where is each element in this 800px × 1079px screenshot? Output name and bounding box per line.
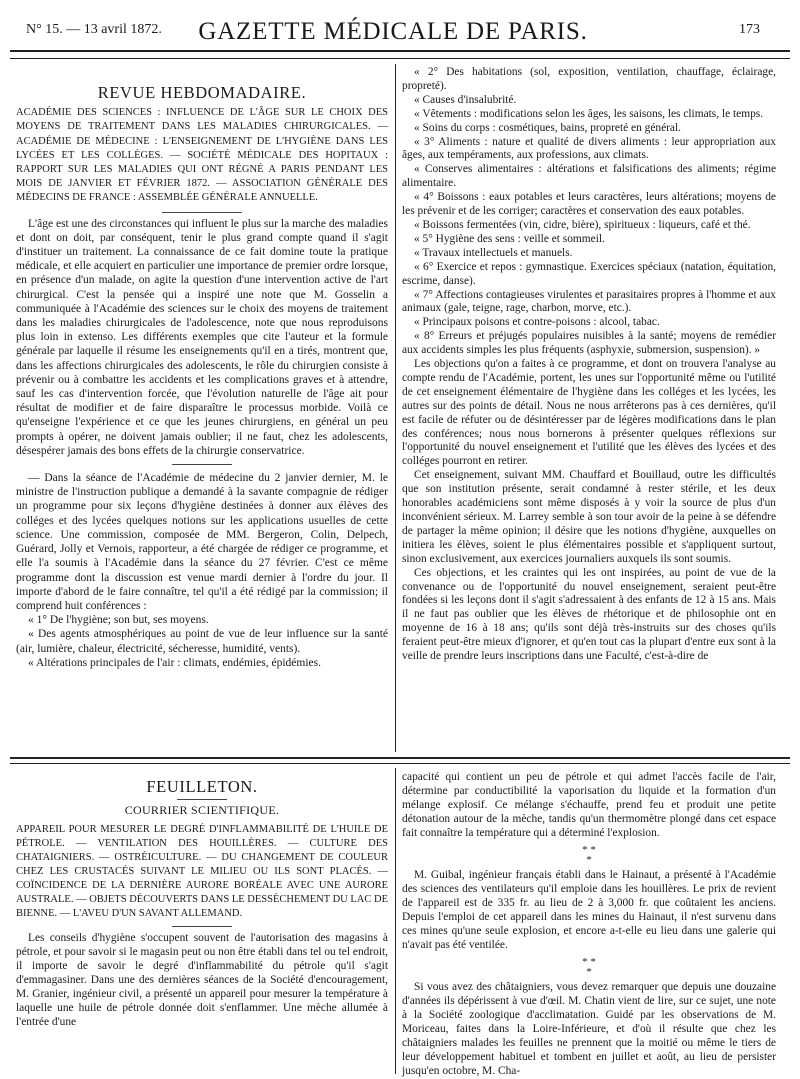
issue-date: N° 15. — 13 avril 1872. [26, 22, 162, 37]
programme-item: « 3° Aliments : nature et qualité de divers aliments : leur appropriation aux âges, aux tempéraments, aux professions, aux climats. [402, 135, 776, 162]
section-stars: * * * [582, 956, 596, 978]
programme-item: « 1° De l'hygiène; son but, ses moyens. [28, 614, 209, 627]
revue-paragraph-5: Ces objections, et les craintes qui les ont inspirées, au point de vue de la convenance ou de l'opportunité du nouvel enseignement, seraient peut-être fondées si les leçons dont il s'agit s'adressaient à des enfants de 12 à 15 ans. Mais il ne faut pas oublier que les élèves de rhétorique et de philosophie ont en moyenne de 16 à 18 ans; qu'ils sont déjà très-instruits sur des choses qu'ils feraient peut-être mieux d'ignorer, et qu'en tout cas la plupart d'entre eux sont à la veille de prendre leurs inscriptions dans une Faculté, c'est-à-dire de [402, 566, 776, 663]
programme-item: « 4° Boissons : eaux potables et leurs caractères, leurs altérations; moyens de les prévenir et de les corriger; caractères et conservation des eaux potables. [402, 191, 776, 218]
programme-item: « Vêtements : modifications selon les âges, les saisons, les climats, le temps. [414, 107, 764, 120]
publication-title: GAZETTE MÉDICALE DE PARIS. [198, 18, 588, 45]
revue-heading: REVUE HEBDOMADAIRE. [97, 83, 307, 102]
revue-paragraph-1: L'âge est une des circonstances qui influent le plus sur la marche des maladies et dont on doit, par conséquent, tenir le plus grand compte quand il s'agit d'instituer un traitement. La connaissance de ce fait domine toute la pratique médicale, et elle acquiert en particulier une importance de premier ordre lorsque, en présence d'un malade, on agite la question d'une intervention active de l'art chirurgical. C'est la pensée qui a inspiré une note que M. Gosselin a communiquée à l'Académie des sciences sur le choix des moyens de traitement dans les maladies chirurgicales de l'adolescence, note que nous reproduisons plus loin in extenso. Les différents exemples que cite l'auteur et la formule générale par laquelle il résume les enseignements qu'il en a tirés, montrent que, dans les affections chirurgicales des adolescents, le rôle du chirurgien consiste à prévenir ou à combattre les accidents et les complications graves et à attendre, sauf les cas d'intervention forcée, que l'évolution naturelle de l'âge ait pour résultat de modifier et de faire disparaître le processus morbide. Voilà ce qu'enseigne l'expérience et ce que les jeunes chirurgiens, en général un peu prompts à opérer, ne doivent jamais oublier; il ne faut, chez les adolescents, désespérer jamais des bons effets de la chirurgie conservatrice. [16, 217, 388, 457]
programme-item: « Des agents atmosphériques au point de vue de leur influence sur la santé (air, lumière, chaleur, électricité, sécheresse, humidité, vents). [16, 628, 388, 655]
programme-item: « 6° Exercice et repos : gymnastique. Exercices spéciaux (natation, équitation, escrime, danse). [402, 260, 776, 287]
feuilleton-heading: FEUILLETON. [146, 777, 258, 796]
header-rule-thin [10, 58, 790, 59]
programme-item: « 7° Affections contagieuses virulentes et parasitaires propres à l'homme et aux animaux (gale, teigne, rage, charbon, morve, etc.). [402, 288, 776, 315]
programme-item: « Boissons fermentées (vin, cidre, bière), spiritueux : liqueurs, café et thé. [414, 218, 751, 231]
revue-paragraph-2: — Dans la séance de l'Académie de médecine du 2 janvier dernier, M. le ministre de l'instruction publique a demandé à la savante compagnie de rédiger un programme pour six leçons d'hygiène destinées à donner aux élèves des colléges et des lycées quelques notions sur les applications usuelles de cette science. Une commission, composée de MM. Bergeron, Colin, Delpech, Guérard, Jolly et Vernois, rapporteur, a été chargée de rédiger ce programme, et elle l'a soumis à l'Académie dans la séance du 27 février. C'est ce même programme dont la discussion est venue mardi dernier à l'ordre du jour. Il importe d'abord de le faire connaître, tel qu'il a été rédigé par la commission; il comprend huit conférences : [16, 472, 388, 612]
feuilleton-subheading: COURRIER SCIENTIFIQUE. [124, 803, 280, 817]
revue-left-column [16, 83, 388, 670]
feuilleton-paragraph-1-cont: capacité qui contient un peu de pétrole et qui admet l'accès facile de l'air, détermine par conductibilité la vaporisation du liquide et la formation d'un mélange explosif. Ce mélange s'échauffe, prend feu et produit une petite détonation autour de la mèche, tandis qu'un thermomètre plongé dans cet espace fait connaître la température qui a déterminé l'explosion. [402, 771, 776, 839]
programme-item: « 2° Des habitations (sol, exposition, ventilation, chauffage, éclairage, propreté). [402, 66, 776, 92]
header-rule [10, 50, 790, 52]
feuilleton-rule-thin [10, 763, 790, 764]
revue-right-column [402, 66, 776, 664]
programme-item: « Soins du corps : cosmétiques, bains, propreté en général. [414, 121, 681, 134]
feuilleton-paragraph-3: Si vous avez des châtaigniers, vous devez remarquer que depuis une douzaine d'années ils dépérissent à vue d'œil. M. Chatin vient de lire, sur ce sujet, une note à la Société zoologique d'acclimatation. Guidé par les observations de M. Moriceau, faites dans la Loire-Inférieure, et d'où il résulte que chez les châtaigniers malades les feuilles ne prennent que la moitié ou même le tiers de leur développement habituel et tombent en juillet et août, au lieu de persister jusqu'en octobre, M. Cha- [402, 981, 776, 1077]
programme-item: « Principaux poisons et contre-poisons : alcool, tabac. [414, 316, 660, 329]
programme-item: « 8° Erreurs et préjugés populaires nuisibles à la santé; moyens de remédier aux accidents simples les plus fréquents (asphyxie, submersion, suspension). » [402, 330, 776, 357]
feuilleton-summary: APPAREIL POUR MESURER LE DEGRÉ D'INFLAMMABILITÉ DE L'HUILE DE PÉTROLE. — VENTILATION DES HOUILLÈRES. — CULTURE DES CHATAIGNIERS. — OSTRÉICULTURE. — DU CHANGEMENT DE COULEUR CHEZ LES CRUSTACÉS SUIVANT LE MILIEU OU ILS SONT PLACÉS. — COÏNCIDENCE DE LA DERNIÈRE AURORE BORÉALE AVEC UNE AURORE AUSTRALE. — OBJETS DÉCOUVERTS DANS LE DESSÈCHEMENT DU LAC DE BIENNE. — L'AVEU D'UN SAVANT ALLEMAND. [16, 824, 388, 919]
revue-summary: ACADÉMIE DES SCIENCES : INFLUENCE DE L'ÂGE SUR LE CHOIX DES MOYENS DE TRAITEMENT DANS LES MALADIES CHIRURGICALES. — ACADÉMIE DE MÉDECINE : L'ENSEIGNEMENT DE L'HYGIÈNE DANS LES LYCÉES ET LES COLLÈGES. — SOCIÉTÉ MÉDICALE DES HOPITAUX : RAPPORT SUR LES MALADIES QUI ONT RÉGNÉ A PARIS PENDANT LES MOIS DE JANVIER ET FÉVRIER 1872. — ASSOCIATION GÉNÉRALE DES MÉDECINS DE FRANCE : ASSEMBLÉE GÉNÉRALE ANNUELLE. [16, 107, 388, 204]
feuilleton-left-column [16, 777, 388, 1029]
section-stars: * * * [582, 844, 596, 866]
programme-item: « 5° Hygiène des sens : veille et sommeil. [414, 232, 605, 245]
revue-paragraph-4: Cet enseignement, suivant MM. Chauffard et Bouillaud, outre les difficultés que son institution présente, serait condamné à rester stérile, et les deux honorables académiciens sont même disposés à y voir la source de plus d'un inconvénient sérieux. M. Larrey semble à son tour avoir de la peine à se défendre de partager la même opinion; il désire que les notions d'hygiène, auxquelles on initiera les élèves, soient le plus élémentaires possible et s'appliquent surtout, sinon exclusivement, aux exercices journaliers auxquels ils sont soumis. [402, 469, 776, 565]
programme-item: « Conserves alimentaires : altérations et falsifications des aliments; régime alimentaire. [402, 163, 776, 190]
programme-item: « Causes d'insalubrité. [414, 93, 517, 106]
programme-item: « Altérations principales de l'air : climats, endémies, épidémies. [28, 656, 322, 669]
programme-item: « Travaux intellectuels et manuels. [414, 246, 573, 259]
feuilleton-paragraph-2: M. Guibal, ingénieur français établi dans le Hainaut, a présenté à l'Académie des sciences des ventilateurs qu'il emploie dans les houillères. Le prix de revient de l'appareil est de 335 fr. au lieu de 2 à 3,000 fr. que coûtaient les anciens. Depuis l'emploi de cet appareil dans les mines du Hainaut, il n'est survenu dans ces mines qu'une seule explosion, et encore a-t-elle eu lieu dans une galerie qui n'avait pas été ventilée. [402, 869, 776, 951]
page-header [26, 18, 760, 46]
feuilleton-right-column [402, 770, 776, 1078]
page-number: 173 [739, 22, 760, 37]
revue-paragraph-3: Les objections qu'on a faites à ce programme, et dont on trouvera l'analyse au compte rendu de l'Académie, portent, les unes sur l'opportunité même ou l'utilité de cet enseignement élémentaire de l'hygiène dans les colléges et les lycées, les autres sur des points de détail. Nous ne nous arrêterons pas à ces dernières, qu'il est facile de réfuter ou de désintéresser par de légères modifications dans le plan des conférences; nous nous bornerons à présenter quelques réflexions sur l'opportunité du nouvel enseignement et l'utilité que les élèves des lycées et des colléges pourront en retirer. [402, 358, 776, 468]
section-rule [172, 926, 232, 927]
section-rule [177, 799, 227, 800]
column-divider-bottom [395, 768, 396, 1074]
column-divider-top [395, 64, 396, 752]
section-rule [162, 212, 242, 213]
feuilleton-rule [10, 757, 790, 759]
feuilleton-paragraph-1: Les conseils d'hygiène s'occupent souvent de l'autorisation des magasins à pétrole, et pour savoir si le magasin peut ou non être établi dans tel ou tel endroit, il importe de savoir le degré d'inflammabilité du pétrole qu'il s'agit d'emmagasiner. Dans une des dernières séances de la Société d'encouragement, M. Granier, ingénieur civil, a présenté un appareil pour mesurer la température à laquelle une huile de pétrole donnée doit s'enflammer. Une mèche allumée à l'entrée d'une [16, 932, 388, 1028]
section-rule [172, 464, 232, 465]
